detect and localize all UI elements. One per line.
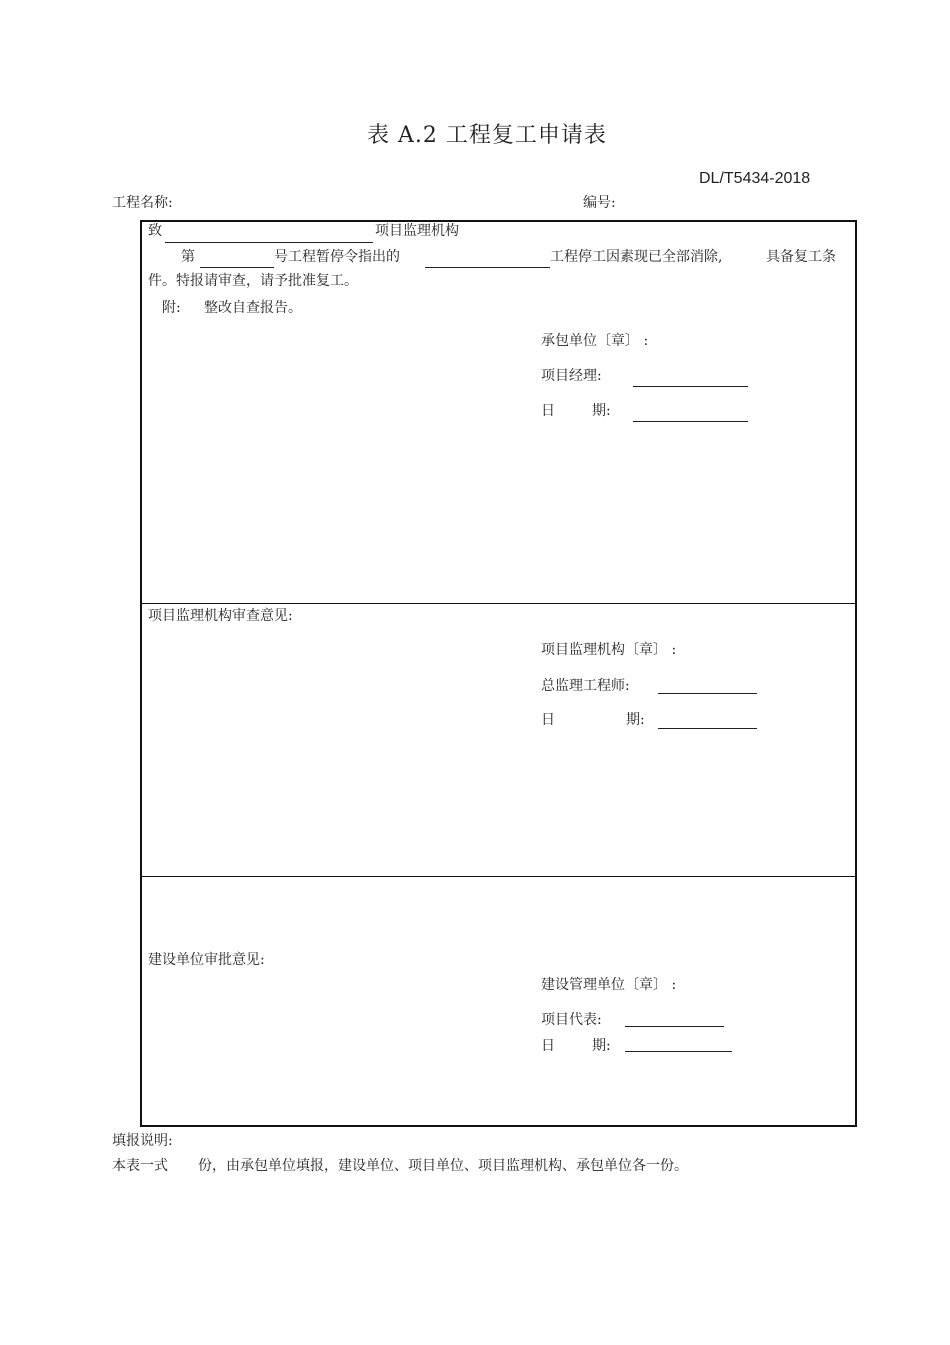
date-label-3b: 期:: [592, 1038, 611, 1054]
date-label-1a: 日: [541, 403, 555, 419]
date-label-1b: 期:: [592, 403, 611, 419]
supervision-seal-label: 项目监理机构〔章〕 :: [541, 642, 677, 658]
number-label: 编号:: [583, 195, 616, 211]
chief-engineer-label: 总监理工程师:: [541, 678, 630, 694]
project-manager-field[interactable]: [633, 386, 748, 387]
date-label-3a: 日: [541, 1038, 555, 1054]
stop-reason-field[interactable]: [425, 267, 550, 268]
date-field-1[interactable]: [633, 421, 748, 422]
recipient-field[interactable]: [165, 242, 373, 243]
page-title: 表 A.2 工程复工申请表: [367, 123, 607, 148]
standard-code: DL/T5434-2018: [699, 170, 811, 187]
owner-seal-label: 建设管理单位〔章〕 :: [541, 977, 677, 993]
eliminated-text: 工程停工因素现已全部消除,: [550, 249, 723, 265]
notes-label: 填报说明:: [112, 1133, 173, 1149]
chief-engineer-field[interactable]: [658, 693, 757, 694]
date-label-2a: 日: [541, 712, 555, 728]
order-number-field[interactable]: [200, 267, 274, 268]
order-text: 号工程暂停令指出的: [274, 249, 400, 265]
order-prefix: 第: [181, 249, 195, 265]
notes-text-a: 本表一式: [112, 1158, 168, 1174]
to-prefix: 致: [148, 223, 162, 239]
resume-text: 具备复工条: [766, 249, 836, 265]
contractor-seal-label: 承包单位〔章〕 :: [541, 333, 649, 349]
owner-approval-heading: 建设单位审批意见:: [148, 952, 265, 968]
supervision-review-heading: 项目监理机构审查意见:: [148, 608, 293, 624]
date-label-2b: 期:: [626, 712, 645, 728]
date-field-3[interactable]: [625, 1051, 732, 1052]
attachment-label: 附:: [162, 300, 181, 316]
project-rep-label: 项目代表:: [541, 1012, 602, 1028]
notes-text-b: 份，由承包单位填报，建设单位、项目单位、项目监理机构、承包单位各一份。: [198, 1158, 688, 1174]
project-name-label: 工程名称:: [112, 195, 173, 211]
project-rep-field[interactable]: [625, 1026, 724, 1027]
section-divider-1: [141, 603, 856, 604]
date-field-2[interactable]: [658, 728, 757, 729]
to-suffix: 项目监理机构: [375, 223, 459, 239]
project-manager-label: 项目经理:: [541, 368, 602, 384]
section-divider-2: [141, 876, 856, 877]
attachment-text: 整改自查报告。: [204, 300, 302, 316]
form-frame: [140, 220, 857, 1127]
request-text: 件。特报请审查，请予批准复工。: [148, 273, 358, 289]
